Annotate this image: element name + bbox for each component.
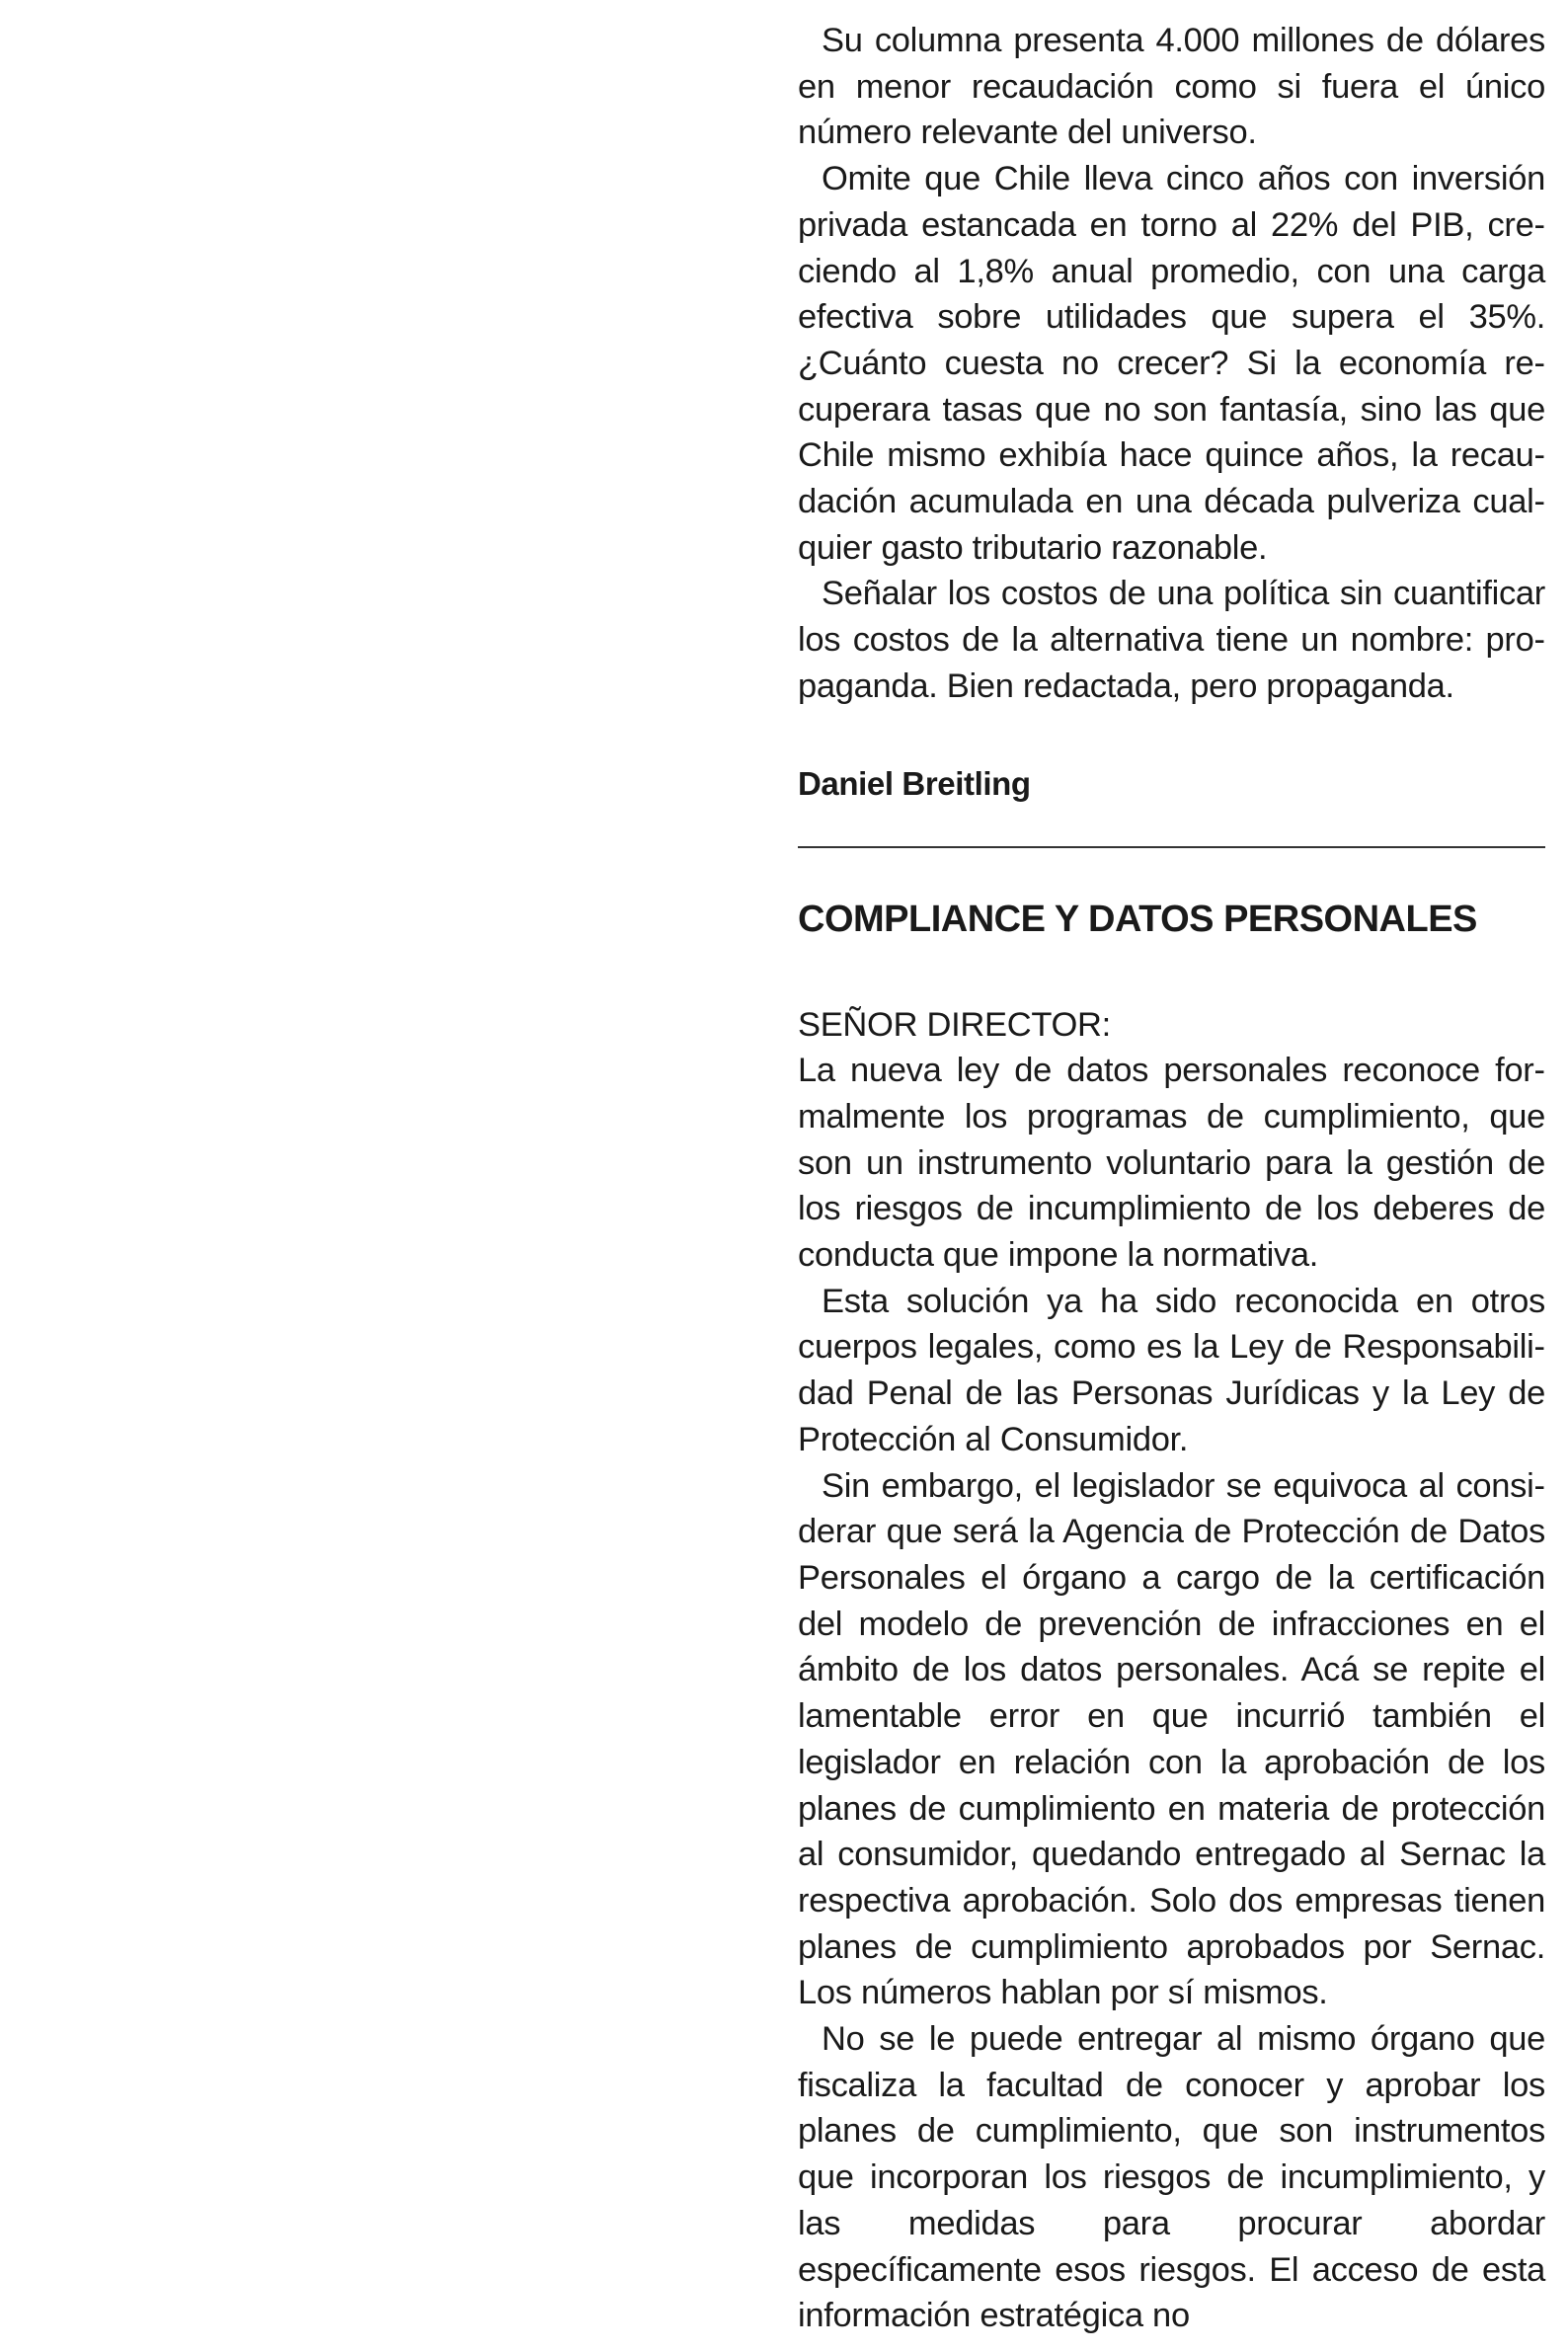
letter-two-paragraph-1: La nueva ley de datos personales reconoce formalmente los programas de cumplimiento, que son un instrumento voluntario para la gestión de los riesgos de incumplimiento de los deberes de conducta que impone la normativa. (798, 1052, 1545, 1275)
letter-one-signature: Daniel Breitling (798, 764, 1031, 802)
section-divider (798, 846, 1545, 848)
letter-one-paragraph-2: Omite que Chile lleva cinco años con inversión privada estancada en torno al 22% del PIB, creciendo al 1,8% anual promedio, con una carga efectiva sobre utilidades que supera el 35%. ¿Cuánto cuesta no crecer? Si la economía recuperara tasas que no son fantasía, sino las que Chile mismo exhibía hace quince años, la recaudación acumulada en una década pulveriza cualquier gasto tributario razonable. (798, 160, 1545, 567)
letter-one-paragraph-1: Su columna presenta 4.000 millones de dólares en menor recaudación como si fuera el único número relevante del universo. (798, 22, 1545, 152)
letter-two-paragraph-2: Esta solución ya ha sido reconocida en otros cuerpos legales, como es la Ley de Responsabilidad Penal de las Personas Jurídicas y la Ley de Protección al Consumidor. (798, 1282, 1545, 1458)
letter-two-paragraph-4: No se le puede entregar al mismo órgano que fiscaliza la facultad de conocer y aprobar los planes de cumplimiento, que son instrumentos que incorporan los riesgos de incumplimiento, y las medidas para procurar abordar específicamente esos riesgos. El acceso de esta información estratégica no (798, 2020, 1545, 2335)
letters-column (798, 18, 1545, 2339)
letter-two-paragraph-3: Sin embargo, el legislador se equivoca al considerar que será la Agencia de Protección de Datos Personales el órgano a cargo de la certificación del modelo de prevención de infracciones en el ámbito de los datos personales. Acá se repite el lamentable error en que incurrió también el legislador en relación con la aprobación de los planes de cumplimiento en materia de protección al consumidor, quedando entregado al Sernac la respectiva aprobación. Solo dos empresas tienen planes de cumplimiento aprobados por Sernac. Los números hablan por sí mismos. (798, 1466, 1545, 2012)
letter-one-paragraph-3: Señalar los costos de una política sin cuantificar los costos de la alternativa tiene un nombre: propaganda. Bien redactada, pero propaganda. (798, 575, 1545, 705)
letter-two-salutation: SEÑOR DIRECTOR: (798, 1005, 1111, 1044)
letter-two-headline: COMPLIANCE Y DATOS PERSONALES (798, 898, 1477, 940)
